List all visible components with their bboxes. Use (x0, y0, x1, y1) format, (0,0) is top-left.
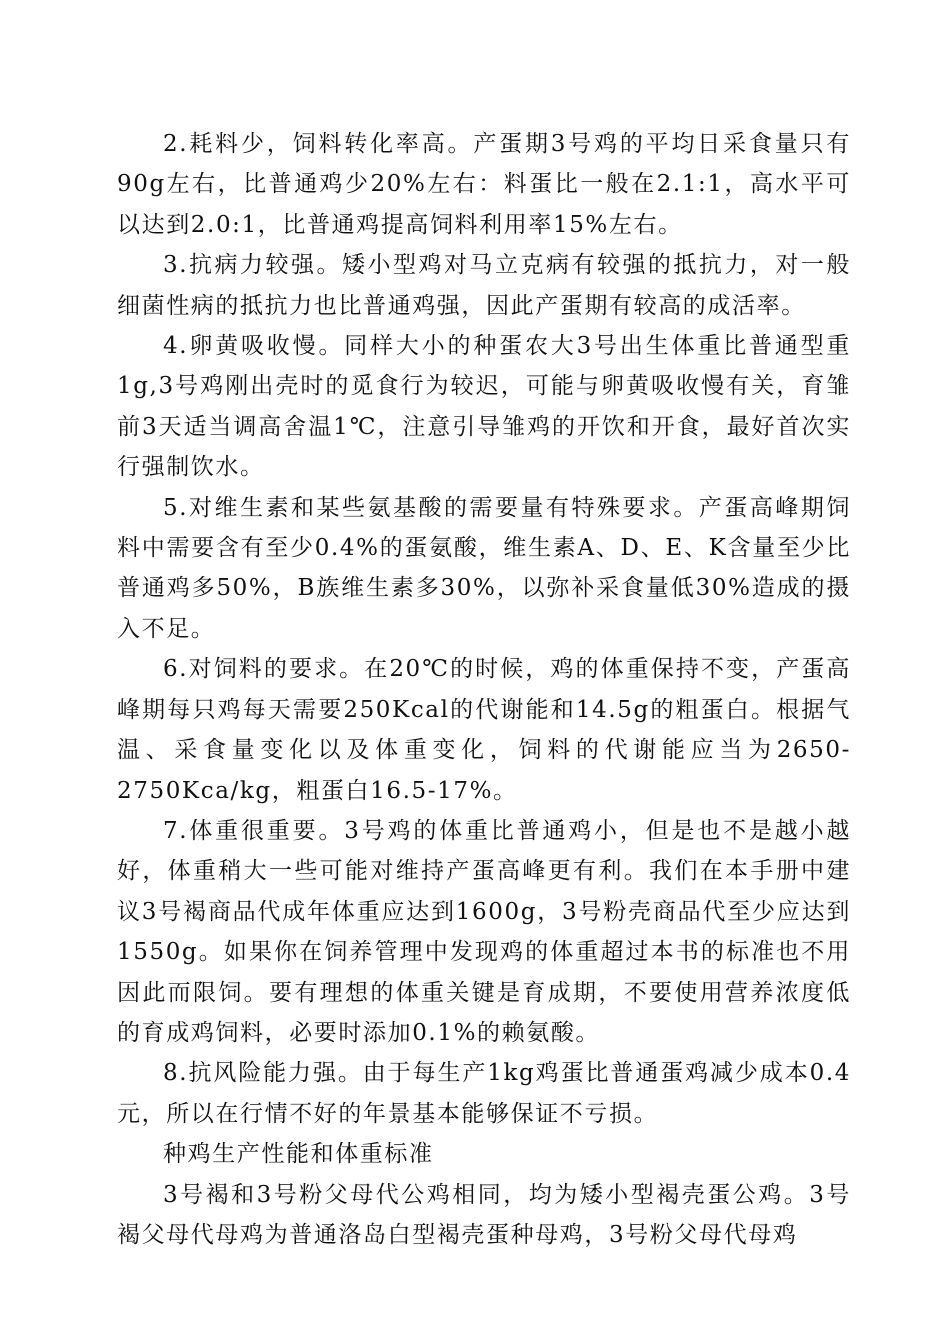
paragraph-yolk-absorption: 4.卵黄吸收慢。同样大小的种蛋农大3号出生体重比普通型重1g,3号鸡刚出壳时的觅食行为较迟，可能与卵黄吸收慢有关，育雏前3天适当调高舍温1℃，注意引导雏鸡的开饮和开食，最好首次实行强制饮水。 (117, 333, 851, 481)
section-heading: 种鸡生产性能和体重标准 (163, 1141, 434, 1168)
paragraph-feed-efficiency: 2.耗料少，饲料转化率高。产蛋期3号鸡的平均日采食量只有90g左右，比普通鸡少20%左右：料蛋比一般在2.1:1，高水平可以达到2.0:1，比普通鸡提高饲料利用率15%左右。 (117, 131, 851, 238)
paragraph-body-weight: 7.体重很重要。3号鸡的体重比普通鸡小，但是也不是越小越好，体重稍大一些可能对维持产蛋高峰更有利。我们在本手册中建议3号褐商品代成年体重应达到1600g，3号粉壳商品代至少应达到1550g。如果你在饲养管理中发现鸡的体重超过本书的标准也不用因此而限饲。要有理想的体重关键是育成期，不要使用营养浓度低的育成鸡饲料，必要时添加0.1%的赖氨酸。 (117, 817, 851, 1046)
paragraph-vitamin-requirements: 5.对维生素和某些氨基酸的需要量有特殊要求。产蛋高峰期饲料中需要含有至少0.4%的蛋氨酸，维生素A、D、E、K含量至少比普通鸡多50%，B族维生素多30%，以弥补采食量低30%造成的摄入不足。 (117, 494, 851, 642)
document-body (117, 124, 851, 1255)
paragraph-feed-requirements: 6.对饲料的要求。在20℃的时候，鸡的体重保持不变，产蛋高峰期每只鸡每天需要250Kcal的代谢能和14.5g的粗蛋白。根据气温、采食量变化以及体重变化，饲料的代谢能应当为2650-2750Kca/kg，粗蛋白16.5-17%。 (117, 656, 851, 804)
paragraph-risk-resistance: 8.抗风险能力强。由于每生产1kg鸡蛋比普通蛋鸡减少成本0.4元，所以在行情不好的年景基本能够保证不亏损。 (117, 1060, 851, 1127)
paragraph-parent-stock: 3号褐和3号粉父母代公鸡相同，均为矮小型褐壳蛋公鸡。3号褐父母代母鸡为普通洛岛白型褐壳蛋种母鸡，3号粉父母代母鸡 (117, 1181, 851, 1248)
paragraph-disease-resistance: 3.抗病力较强。矮小型鸡对马立克病有较强的抵抗力，对一般细菌性病的抵抗力也比普通鸡强，因此产蛋期有较高的成活率。 (117, 252, 851, 319)
